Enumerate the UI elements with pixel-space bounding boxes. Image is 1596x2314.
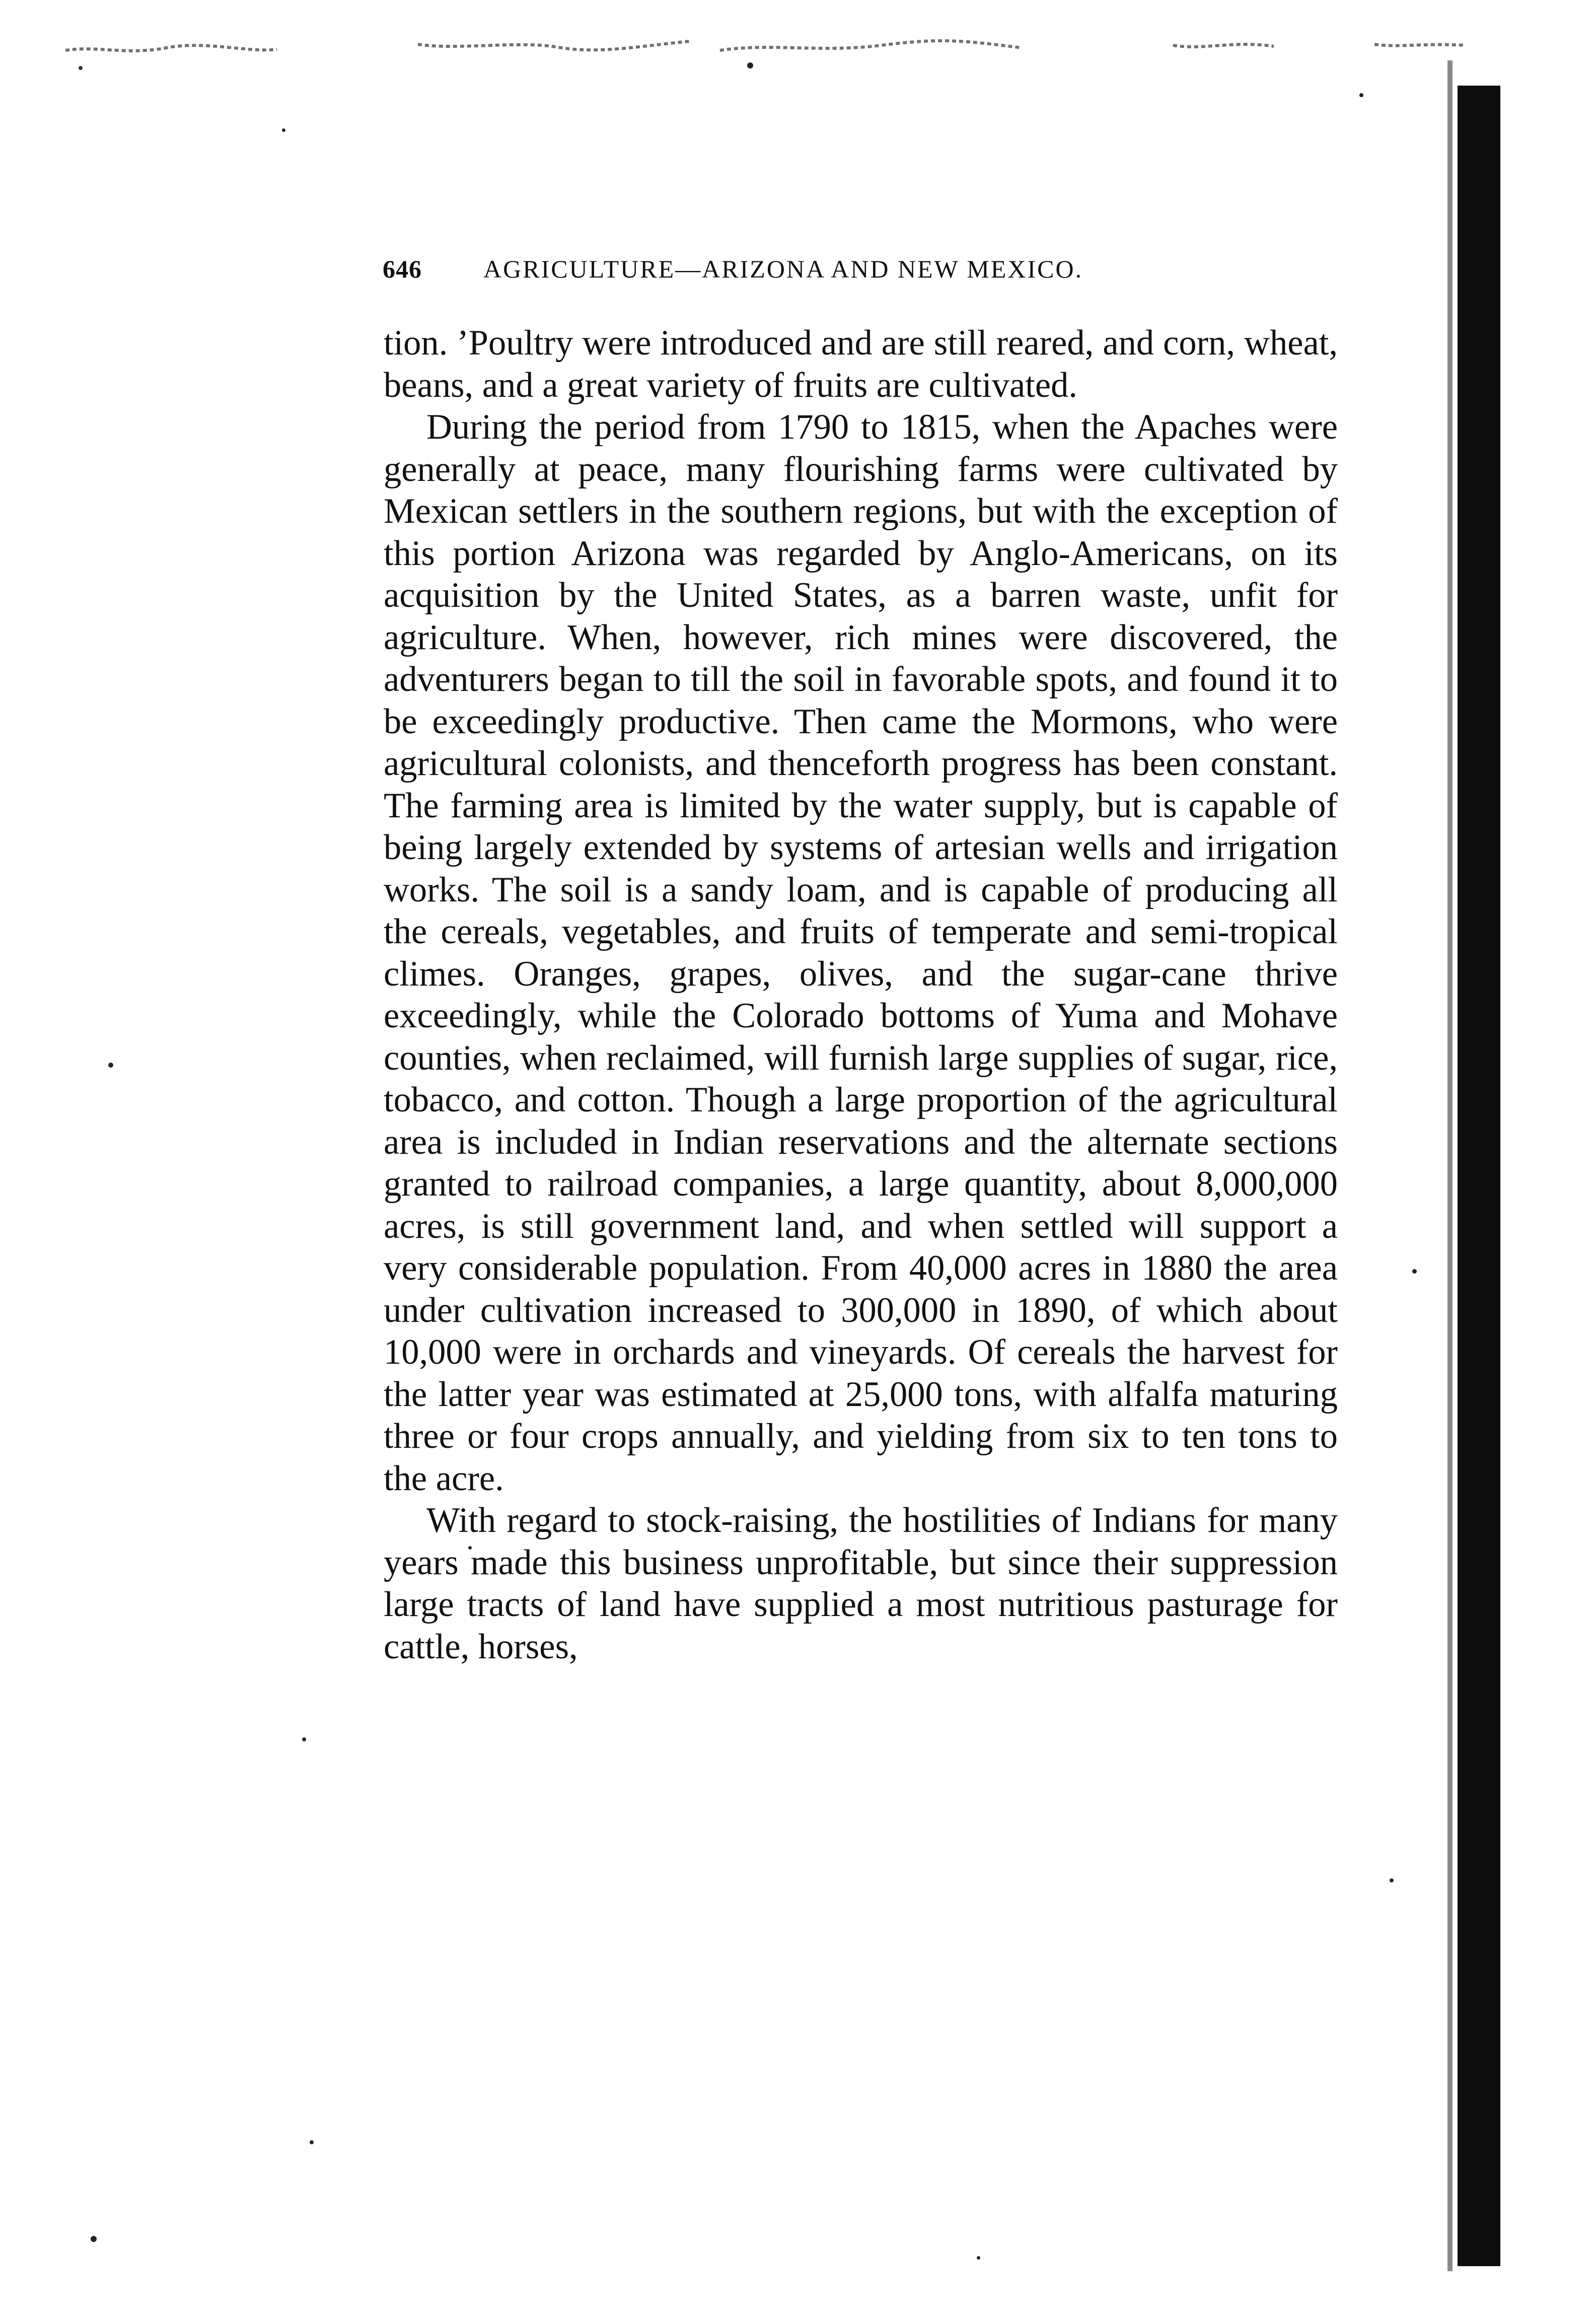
scan-speck <box>1390 1878 1394 1882</box>
scan-binding-bar <box>1458 86 1500 2266</box>
scan-speck <box>302 1737 306 1741</box>
running-head: AGRICULTURE—ARIZONA AND NEW MEXICO. <box>483 255 1083 283</box>
scan-speck <box>91 2236 97 2242</box>
body-text <box>384 322 1338 1668</box>
scan-speck <box>108 1063 113 1068</box>
page-number: 646 <box>383 255 422 283</box>
scan-speck <box>1359 93 1363 97</box>
scan-edge-shadow <box>1447 60 1453 2271</box>
paragraph: With regard to stock-raising, the hostilities of Indians for many years made this business unprofitable, but since their suppression large tracts of land have supplied a most nutritious pasturage for cattle, horses, <box>384 1501 1338 1666</box>
paragraph: tion. ’Poultry were introduced and are still reared, and corn, wheat, beans, and a great variety of fruits are cultivated. <box>384 323 1338 405</box>
page-header <box>383 254 1319 295</box>
paragraph: During the period from 1790 to 1815, when the Apaches were generally at peace, many flourishing farms were cultivated by Mexican settlers in the southern regions, but with the exception of this portion Arizona was regarded by Anglo-Americans, on its acquisition by the United States, as a barren waste, unfit for agriculture. When, however, rich mines were discovered, the adventurers began to till the soil in favorable spots, and found it to be exceedingly productive. Then came the Mormons, who were agricultural colonists, and thenceforth progress has been constant. The farming area is limited by the water supply, but is capable of being largely extended by systems of artesian wells and irrigation works. The soil is a sandy loam, and is capable of producing all the cereals, vegetables, and fruits of temperate and semi-tropical climes. Oranges, grapes, olives, and the sugar-cane thrive exceedingly, while the Colorado bottoms of Yuma and Mohave counties, when reclaimed, will furnish large supplies of sugar, rice, tobacco, and cotton. Though a large proportion of the agricultural area is included in Indian reservations and the alternate sections granted to railroad companies, a large quantity, about 8,000,000 acres, is still government land, and when settled will support a very considerable population. From 40,000 acres in 1880 the area under cultivation increased to 300,000 in 1890, of which about 10,000 were in orchards and vineyards. Of cereals the harvest for the latter year was estimated at 25,000 tons, with alfalfa maturing three or four crops annually, and yielding from six to ten tons to the acre. <box>384 407 1338 1498</box>
scan-speck <box>1412 1269 1417 1274</box>
scan-noise-top <box>65 30 1526 76</box>
scan-speck <box>310 2140 314 2144</box>
scan-speck <box>282 128 285 132</box>
scan-speck <box>977 2256 980 2260</box>
